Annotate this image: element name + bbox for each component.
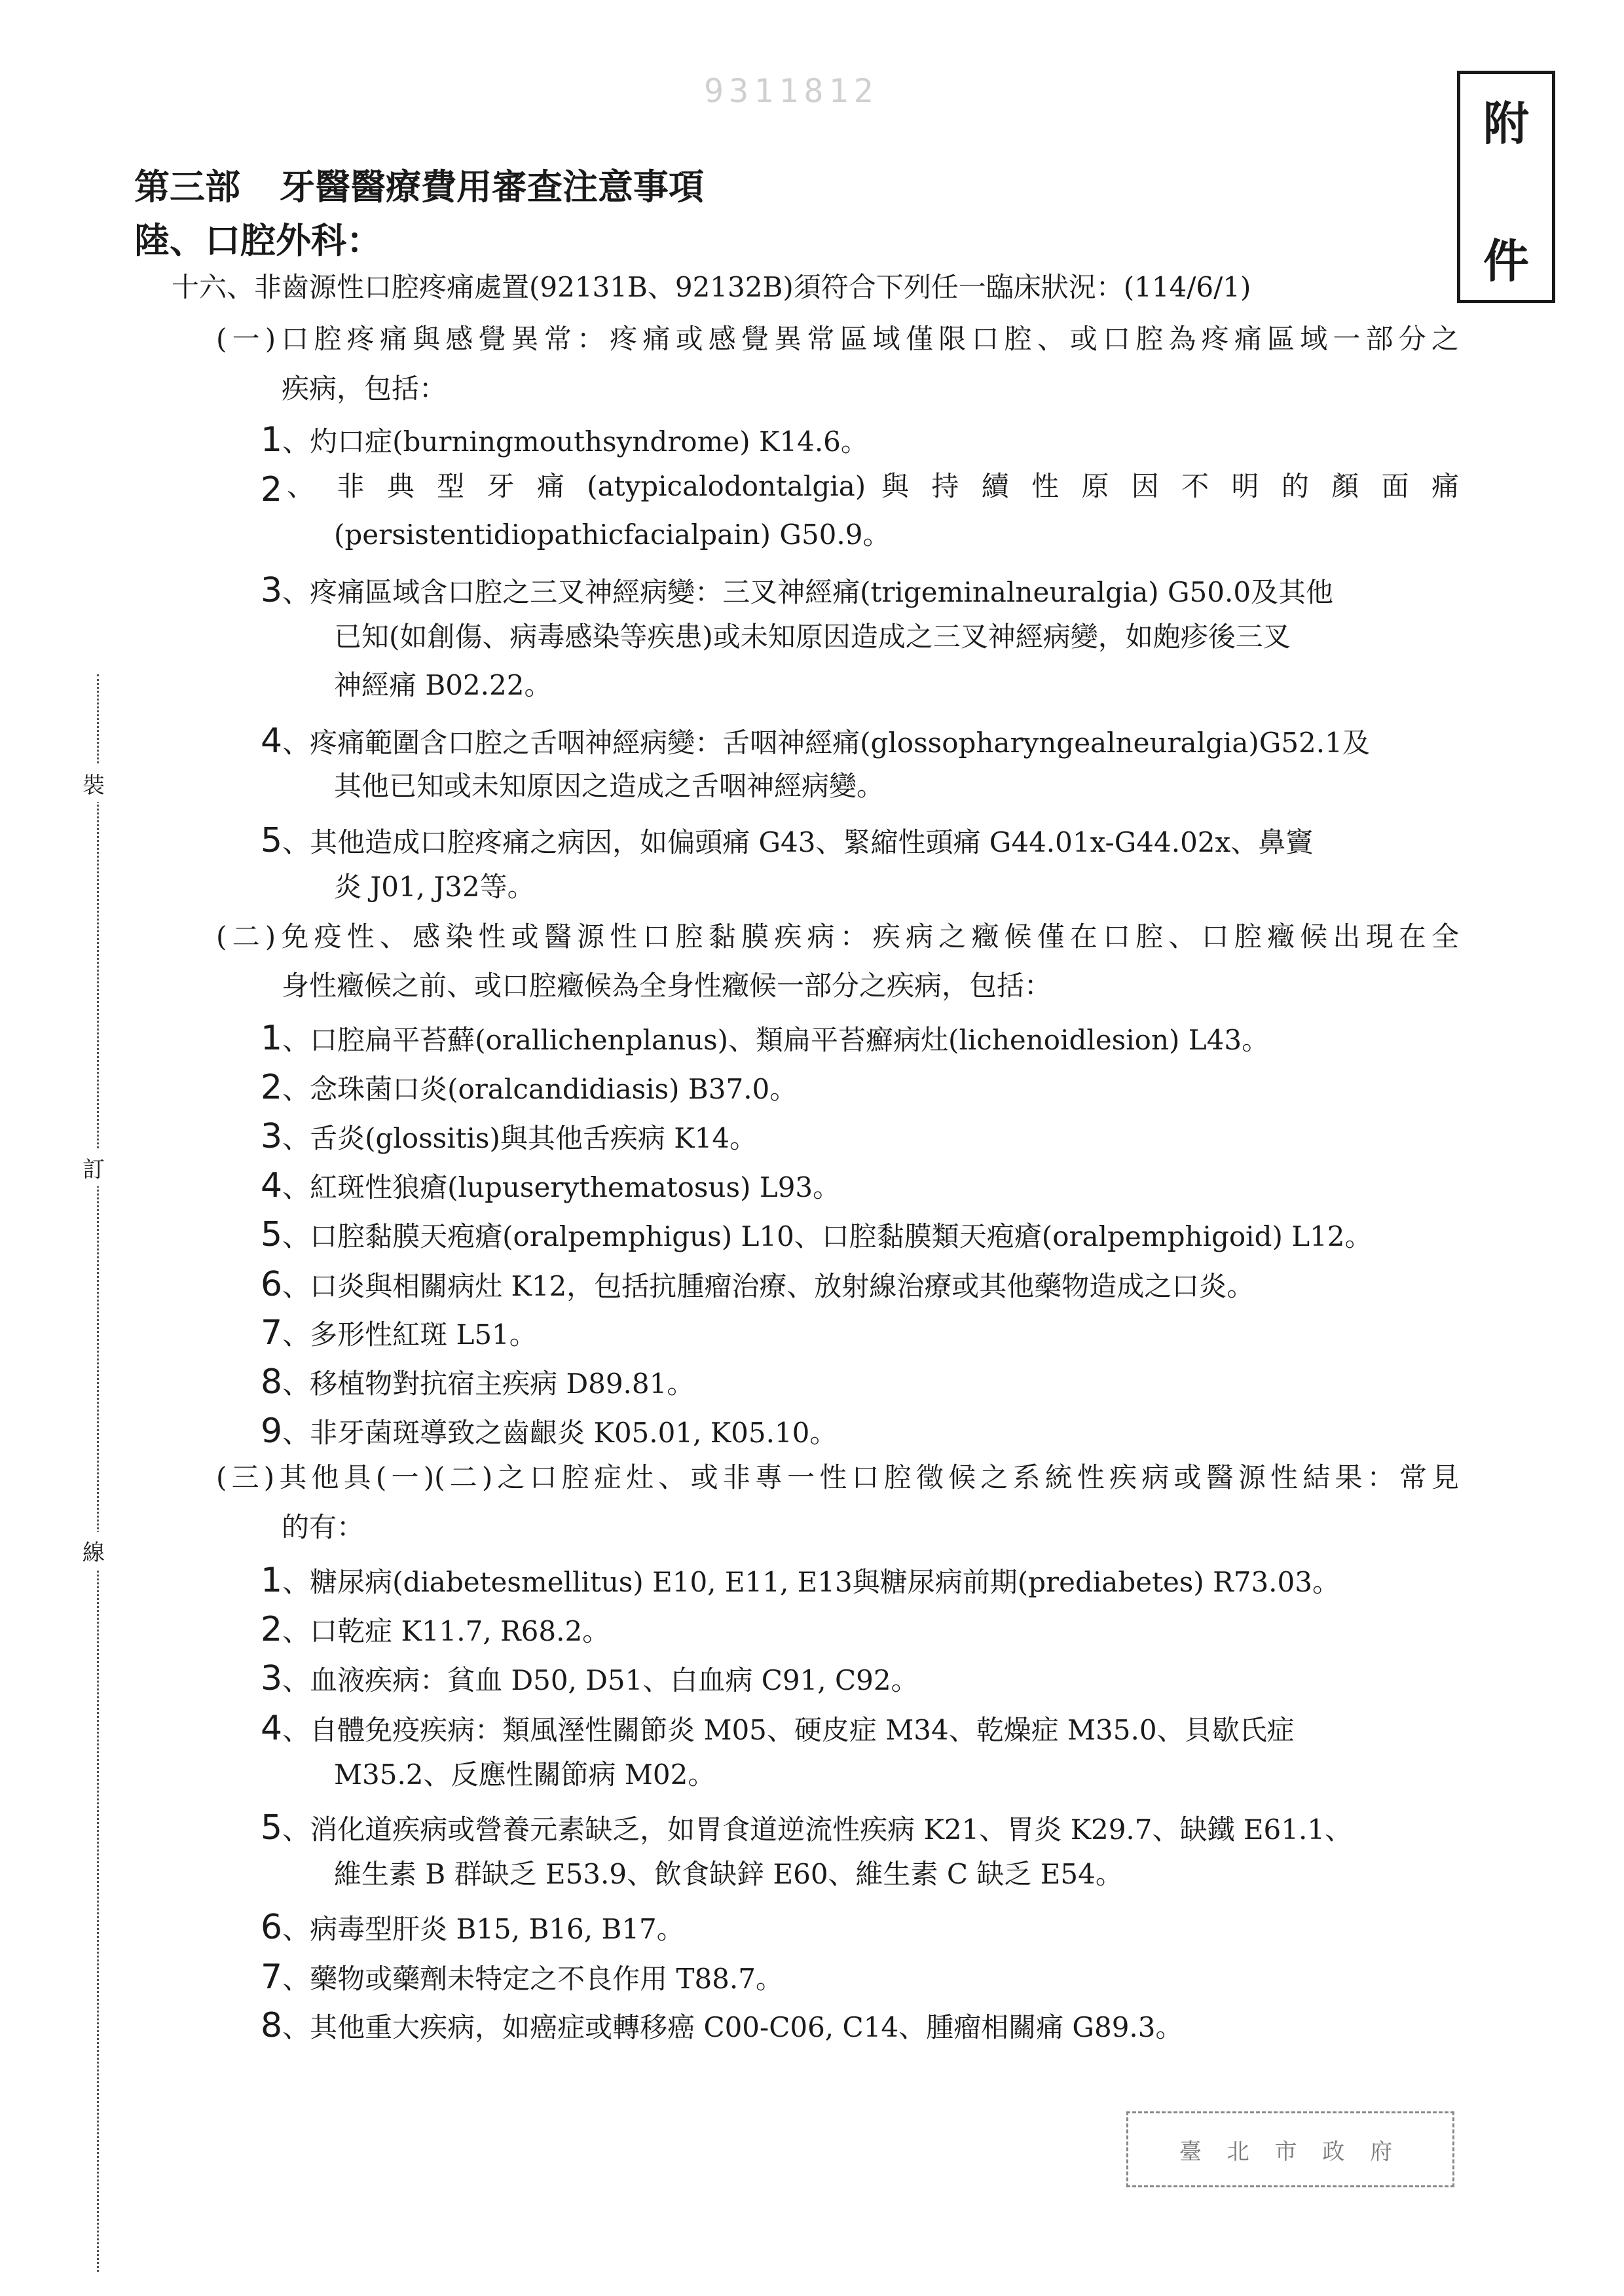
list-item: 1、灼口症(burningmouthsyndrome) K14.6。 [261,420,868,460]
item-number: 5 [261,1808,283,1848]
faint-scan-header: 9311812 [704,72,879,110]
item-number: 7 [261,1313,283,1353]
item-number: 1 [261,1019,283,1058]
attachment-stamp [1457,71,1555,303]
item-number: 5 [261,1215,283,1254]
item-number: 2 [261,1068,283,1107]
list-item: 3、血液疾病：貧血 D50, D51、白血病 C91, C92。 [261,1659,919,1698]
item-number: 9 [261,1412,283,1451]
part-name: 牙醫醫療費用審查注意事項 [280,166,704,208]
list-item: 1、口腔扁平苔蘚(orallichenplanus)、類扁平苔癬病灶(lichenoidlesion) L43。 [261,1019,1270,1058]
official-seal-stamp: 臺 北 市 政 府 [1126,2111,1454,2187]
list-item: 1、糖尿病(diabetesmellitus) E10, E11, E13與糖尿病前期(prediabetes) R73.03。 [261,1561,1340,1600]
item-number: 3 [261,1117,283,1156]
list-item: 4、紅斑性狼瘡(lupuserythematosus) L93。 [261,1166,841,1205]
list-item: 9、非牙菌斑導致之齒齦炎 K05.01, K05.10。 [261,1412,838,1451]
list-item: 3、疼痛區域含口腔之三叉神經病變：三叉神經痛(trigeminalneuralgia) G50.0及其他 [261,571,1334,610]
list-item: 6、口炎與相關病灶 K12，包括抗腫瘤治療、放射線治療或其他藥物造成之口炎。 [261,1265,1255,1304]
item-number: 6 [261,1265,283,1304]
binding-margin-line [97,674,99,2272]
margin-char-ding: 訂 [83,1149,105,1186]
margin-char-zhuang: 裝 [83,765,105,802]
item-number: 4 [261,1709,283,1748]
sub1-heading-line2: 疾病，包括： [282,373,447,405]
section-heading: 十六、非齒源性口腔疼痛處置(92131B、92132B)須符合下列任一臨床狀況：(114/6/1) [172,271,1251,303]
sub1-heading-line1: (一)口腔疼痛與感覺異常：疼痛或感覺異常區域僅限口腔、或口腔為疼痛區域一部分之 [216,323,1459,355]
list-item-cont: 維生素 B 群缺乏 E53.9、飲食缺鋅 E60、維生素 C 缺乏 E54。 [334,1858,1123,1890]
item-number: 8 [261,1362,283,1402]
list-item: 6、病毒型肝炎 B15, B16, B17。 [261,1908,684,1947]
item-number: 7 [261,1958,283,1997]
list-item: 2、口乾症 K11.7, R68.2。 [261,1610,610,1649]
list-item: 7、多形性紅斑 L51。 [261,1313,537,1353]
list-item-cont: M35.2、反應性關節病 M02。 [334,1758,716,1791]
list-item: 5、其他造成口腔疼痛之病因，如偏頭痛 G43、緊縮性頭痛 G44.01x-G44.02x、鼻竇 [261,821,1314,860]
stamp-char-1: 附 [1483,97,1529,151]
list-item-cont: 神經痛 B02.22。 [334,669,552,701]
item-number: 1 [261,420,283,460]
list-item: 3、舌炎(glossitis)與其他舌疾病 K14。 [261,1117,758,1156]
list-item-cont: 炎 J01, J32等。 [334,871,535,903]
list-item: 2、念珠菌口炎(oralcandidiasis) B37.0。 [261,1068,798,1107]
item-number: 1 [261,1561,283,1600]
item-number: 2 [261,1610,283,1649]
list-item: 5、口腔黏膜天疱瘡(oralpemphigus) L10、口腔黏膜類天疱瘡(oralpemphigoid) L12。 [261,1215,1373,1254]
list-item: 4、自體免疫疾病：類風溼性關節炎 M05、硬皮症 M34、乾燥症 M35.0、貝歇氏症 [261,1709,1295,1748]
list-item: 4、疼痛範圍含口腔之舌咽神經病變：舌咽神經痛(glossopharyngealneuralgia)G52.1及 [261,721,1370,761]
list-item-cont: 已知(如創傷、病毒感染等疾患)或未知原因造成之三叉神經病變，如皰疹後三叉 [334,621,1291,653]
item-number: 6 [261,1908,283,1947]
item-number: 4 [261,721,283,761]
list-item: 7、藥物或藥劑未特定之不良作用 T88.7。 [261,1958,783,1997]
sub3-heading-line2: 的有： [282,1511,365,1543]
list-item-cont: (persistentidiopathicfacialpain) G50.9。 [334,519,891,551]
item-number: 8 [261,2006,283,2045]
item-number: 2 [261,470,283,509]
sub2-heading-line2: 身性癥候之前、或口腔癥候為全身性癥候一部分之疾病，包括： [282,970,1052,1002]
sub2-heading-line1: (二)免疫性、感染性或醫源性口腔黏膜疾病：疾病之癥候僅在口腔、口腔癥候出現在全 [216,920,1459,953]
sub3-heading-line1: (三)其他具(一)(二)之口腔症灶、或非專一性口腔徵候之系統性疾病或醫源性結果：常見 [216,1461,1459,1493]
stamp-char-2: 件 [1483,234,1529,288]
list-item: 8、移植物對抗宿主疾病 D89.81。 [261,1362,695,1402]
part-number: 第三部 [134,166,240,208]
part-title [134,159,704,210]
margin-char-xian: 線 [83,1532,105,1569]
list-item-cont: 其他已知或未知原因之造成之舌咽神經病變。 [334,770,885,802]
chapter-title: 陸、口腔外科： [134,220,382,261]
item-number: 4 [261,1166,283,1205]
item-number: 3 [261,571,283,610]
list-item: 5、消化道疾病或營養元素缺乏，如胃食道逆流性疾病 K21、胃炎 K29.7、缺鐵 E61.1、 [261,1808,1353,1848]
item-number: 3 [261,1659,283,1698]
list-item: 8、其他重大疾病，如癌症或轉移癌 C00-C06, C14、腫瘤相關痛 G89.3。 [261,2006,1183,2045]
list-item: 2 、 非 典 型 牙 痛 (atypicalodontalgia) 與 持 續 性 原 因 不 明 的 顏 面 痛 [261,470,1459,509]
item-number: 5 [261,821,283,860]
